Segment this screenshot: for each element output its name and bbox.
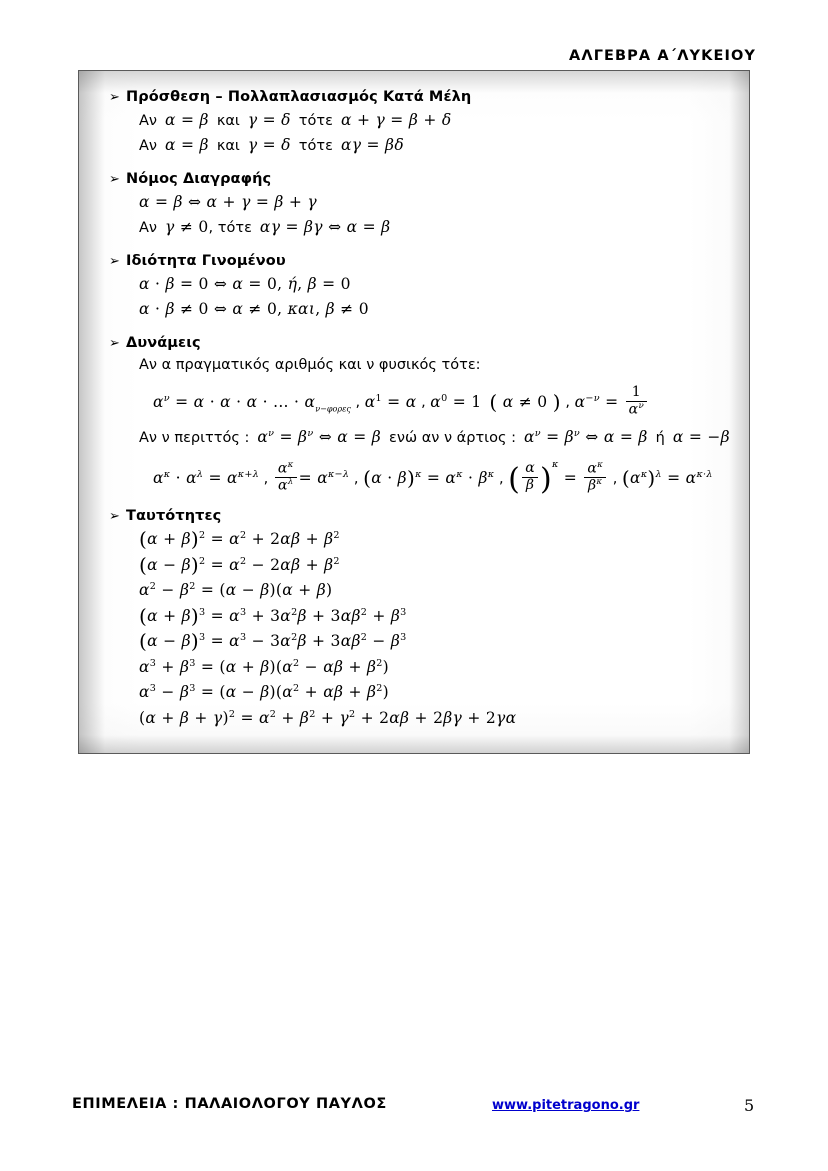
section-dynameis: [109, 334, 730, 497]
label-an-n-perittos: Αν ν περιττός :: [139, 430, 250, 447]
footer-page-number: 5: [744, 1096, 755, 1115]
word-an: Αν: [139, 220, 158, 237]
identity-line: $(\alpha - \beta)^3 = \alpha^3 - 3\alpha^2\beta + 3\alpha\beta^2 - \beta^3$: [139, 629, 407, 654]
section-title: Ταυτότητες: [126, 508, 222, 525]
page-footer: [0, 1096, 828, 1126]
identity-line: $(\alpha + \beta)^2 = \alpha^2 + 2\alpha\beta + \beta^2$: [139, 527, 340, 552]
identity-line: $(\alpha + \beta + \gamma)^2 = \alpha^2 + \beta^2 + \gamma^2 + 2\alpha\beta + 2\beta\gamma + 2\gamma\alpha$: [139, 708, 517, 727]
formula-sheet-box: [78, 70, 750, 754]
formula-line: Αν γ ≠ 0, τότε αγ = βγ ⇔ α = β: [139, 218, 391, 237]
section-heading: [109, 335, 727, 351]
word-an: Αν: [139, 138, 158, 155]
page-header-title: ΑΛΓΕΒΡΑ Α΄ΛΥΚΕΙΟΥ: [569, 48, 756, 64]
section-title: Πρόσθεση – Πολλαπλασιασμός Κατά Μέλη: [126, 89, 472, 105]
section-taytotites: [109, 508, 727, 730]
formula-line: $\alpha^\kappa \cdot \alpha^\lambda = \alpha^{\kappa+\lambda}$ , $\frac{\alpha^\kappa}{\alpha^\lambda}$ = $\alpha^{\kappa-\lambda}$ , $(\alpha \cdot \beta)^\kappa = \alpha^\kappa \cdot \beta^\kappa$ , ( $\frac{\alpha}{\beta}$ )$^\kappa$ = $\frac{\alpha^\kappa}{\beta^\kappa}$ , $(\alpha^\kappa)^\lambda = \alpha^{\kappa\cdot\lambda}$: [153, 459, 713, 497]
formula-line: Αν α = β και γ = δ τότε α + γ = β + δ: [139, 111, 452, 129]
arrow-bullet-icon: ➢: [109, 335, 120, 351]
section-title: Ιδιότητα Γινομένου: [126, 252, 286, 269]
arrow-bullet-icon: ➢: [109, 171, 120, 187]
section-heading: [109, 508, 727, 524]
identity-line: $\alpha^3 + \beta^3 = (\alpha + \beta)(\alpha^2 - \alpha\beta + \beta^2)$: [139, 657, 390, 676]
section-title: Δυνάμεις: [126, 334, 201, 351]
arrow-bullet-icon: ➢: [109, 509, 120, 525]
word-an: Αν: [139, 113, 158, 129]
arrow-bullet-icon: ➢: [109, 90, 120, 105]
formula-line: α · β ≠ 0 ⇔ α ≠ 0, και, β ≠ 0: [139, 300, 369, 319]
formula-line: $\alpha^\nu = \alpha \cdot \alpha \cdot \alpha$ · ... · $\alpha_{\nu-\varphi o\rho\varepsilon\varsigma}$ , $\alpha^1 = \alpha$ , $\alpha^0 = 1$ ( α ≠ 0 ) , $\alpha^{-\nu}$ = $\frac{1}{\alpha^\nu}$: [139, 386, 727, 419]
dynameis-intro-text: Αν α πραγματικός αριθμός και ν φυσικός τότε:: [139, 356, 481, 373]
section-title: Νόμος Διαγραφής: [126, 170, 272, 187]
section-heading: [109, 89, 727, 105]
identity-line: $(\alpha - \beta)^2 = \alpha^2 - 2\alpha\beta + \beta^2$: [139, 552, 340, 577]
section-idiotita-ginomenou: [109, 253, 727, 322]
footer-author-text: ΕΠΙΜΕΛΕΙΑ : ΠΑΛΑΙΟΛΟΓΟΥ ΠΑΥΛΟΣ: [72, 1096, 387, 1112]
label-i: ή: [655, 430, 665, 447]
word-kai: και: [216, 138, 240, 155]
section-prosthesi-pollaplasiasmos: [109, 89, 727, 158]
section-heading: [109, 171, 727, 187]
identity-line: $\alpha^2 - \beta^2 = (\alpha - \beta)(\alpha + \beta)$: [139, 581, 333, 600]
formula-line: α · β = 0 ⇔ α = 0, ή, β = 0: [139, 274, 351, 293]
word-tote: , τότε: [208, 220, 252, 237]
word-tote: τότε: [298, 113, 333, 129]
identity-line: $(\alpha + \beta)^3 = \alpha^3 + 3\alpha^2\beta + 3\alpha\beta^2 + \beta^3$: [139, 603, 407, 628]
footer-website-link[interactable]: www.pitetragono.gr: [492, 1098, 640, 1113]
formula-line: Αν ν περιττός : $\alpha^\nu = \beta^\nu$ ⇔ α = β ενώ αν ν άρτιος : $\alpha^\nu = \beta^\nu$ ⇔ α = β ή α = −β: [139, 428, 730, 447]
formula-line: Αν α = β και γ = δ τότε αγ = βδ: [139, 136, 404, 155]
arrow-bullet-icon: ➢: [109, 253, 120, 269]
word-tote: τότε: [298, 138, 333, 155]
nu-times-subscript: ν−φορες: [315, 404, 351, 414]
label-eno-an-n-artios: ενώ αν ν άρτιος :: [389, 430, 516, 447]
formula-line: α = β ⇔ α + γ = β + γ: [139, 192, 317, 211]
section-heading: [109, 253, 727, 269]
section-nomos-diagrafis: [109, 171, 727, 240]
identity-line: $\alpha^3 - \beta^3 = (\alpha - \beta)(\alpha^2 + \alpha\beta + \beta^2)$: [139, 683, 390, 702]
word-kai: και: [216, 113, 240, 129]
